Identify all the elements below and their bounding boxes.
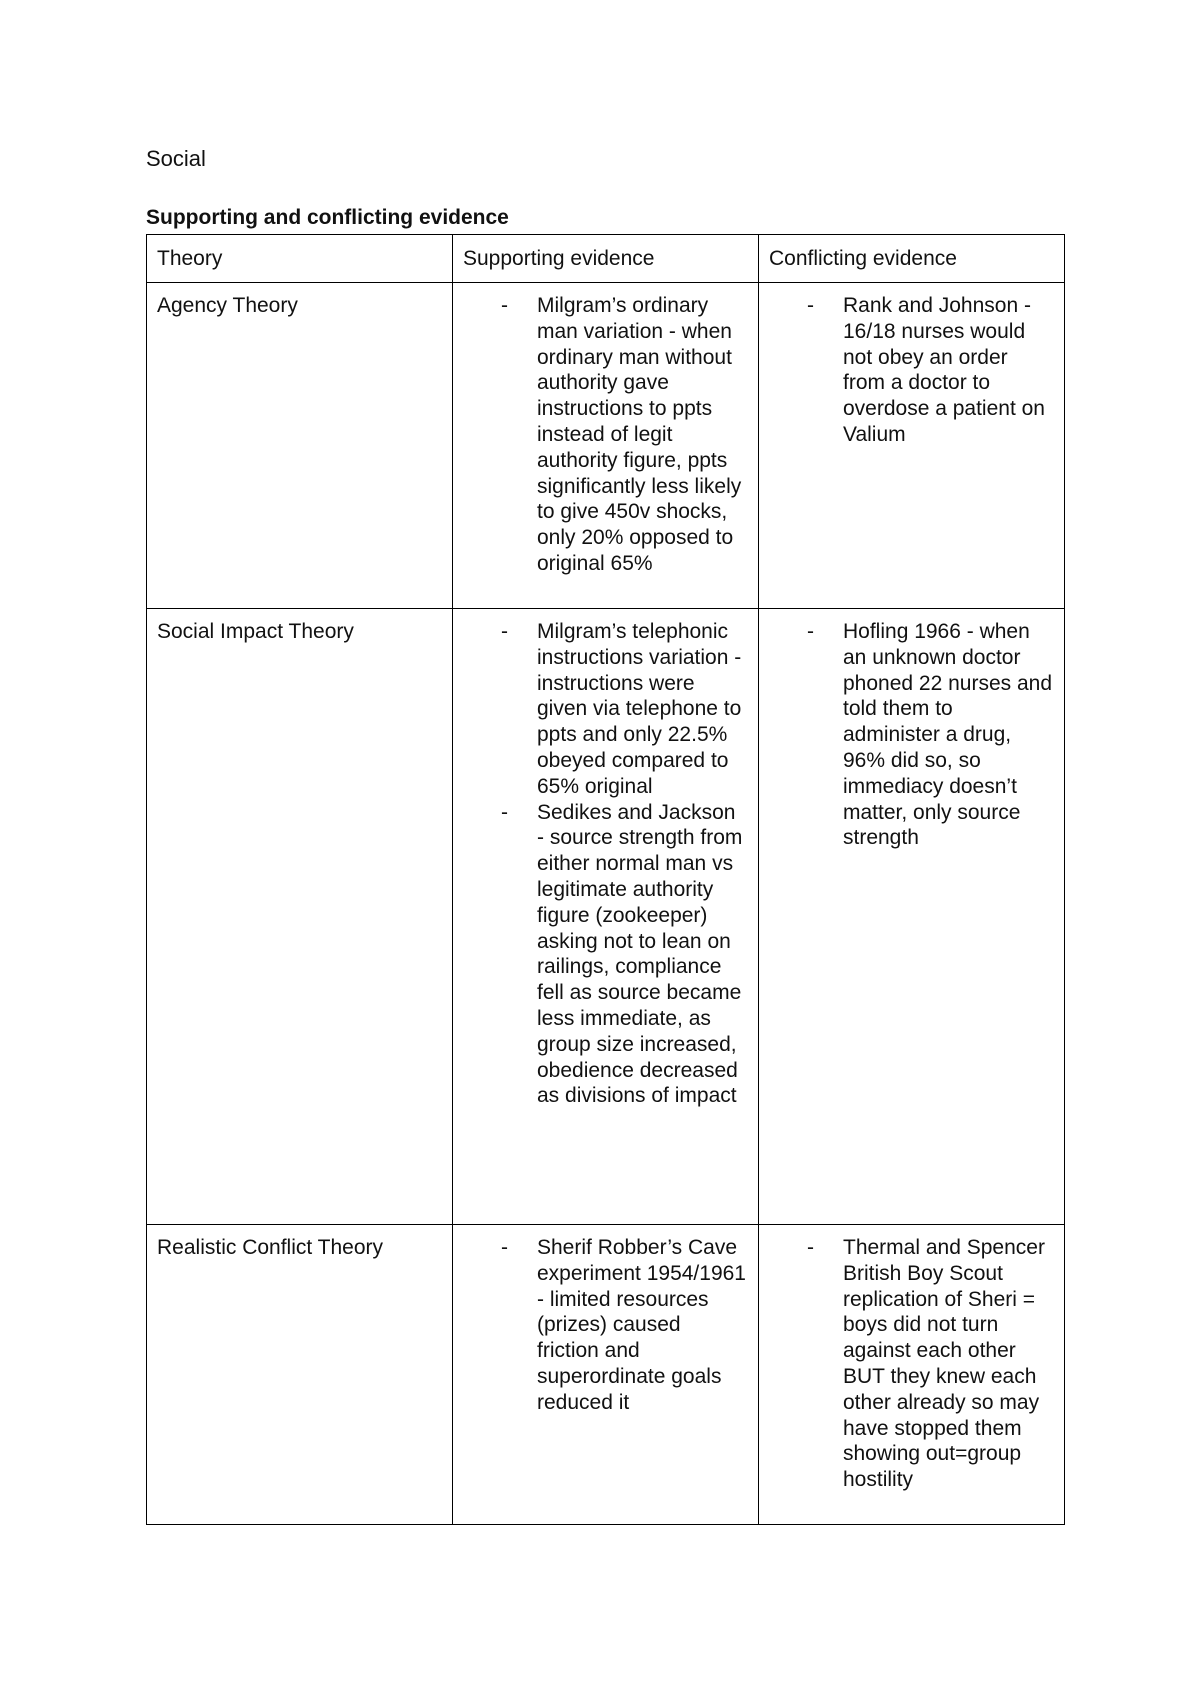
header-conflicting-evidence: Conflicting evidence <box>759 235 1065 283</box>
table-header-row <box>147 235 1065 283</box>
theory-cell: Agency Theory <box>147 283 453 609</box>
table-row <box>147 609 1065 1225</box>
bullet-dash: - <box>807 294 814 317</box>
table-row <box>147 1225 1065 1525</box>
bullet-dash: - <box>501 620 508 643</box>
theory-cell: Social Impact Theory <box>147 609 453 1225</box>
list-item <box>501 293 748 577</box>
supporting-list <box>463 619 748 1109</box>
conflicting-cell <box>759 283 1065 609</box>
supporting-cell <box>453 283 759 609</box>
header-supporting-evidence: Supporting evidence <box>453 235 759 283</box>
bullet-dash: - <box>501 294 508 317</box>
list-item <box>501 800 748 1110</box>
bullet-dash: - <box>501 800 508 824</box>
conflicting-list <box>769 1235 1054 1493</box>
conflicting-list <box>769 619 1054 851</box>
list-item-text: Sherif Robber’s Cave experiment 1954/1961 - limited resources (prizes) caused friction and superordinate goals reduced it <box>537 1236 746 1414</box>
table-row <box>147 283 1065 609</box>
conflicting-cell <box>759 609 1065 1225</box>
list-item <box>501 619 748 800</box>
theory-cell: Realistic Conflict Theory <box>147 1225 453 1525</box>
bullet-dash: - <box>807 620 814 643</box>
list-item-text: Hofling 1966 - when an unknown doctor phoned 22 nurses and told them to administer a drug, 96% did so, so immediacy doesn’t matter, only source strength <box>843 620 1053 850</box>
list-item-text: Milgram’s ordinary man variation - when ordinary man without authority gave instructions to ppts instead of legit authority figure, ppts significantly less likely to give 450v shocks, only 20% opposed to original 65% <box>537 294 742 575</box>
supporting-list <box>463 1235 748 1416</box>
supporting-list <box>463 293 748 577</box>
bullet-dash: - <box>501 1236 508 1259</box>
supporting-cell <box>453 1225 759 1525</box>
list-item-text: Thermal and Spencer British Boy Scout replication of Sheri = boys did not turn against each other BUT they knew each other already so may have stopped them showing out=group hostility <box>843 1236 1045 1492</box>
conflicting-cell <box>759 1225 1065 1525</box>
list-item-text: Rank and Johnson - 16/18 nurses would not obey an order from a doctor to overdose a patient on Valium <box>843 294 1045 446</box>
bullet-dash: - <box>807 1236 814 1259</box>
list-item <box>807 619 1054 851</box>
supporting-cell <box>453 609 759 1225</box>
list-item <box>807 293 1054 448</box>
document-heading: Social <box>146 146 206 171</box>
list-item-text: Milgram’s telephonic instructions variation - instructions were given via telephone to ppts and only 22.5% obeyed compared to 65% original <box>537 620 742 798</box>
header-theory: Theory <box>147 235 453 283</box>
section-title: Supporting and conflicting evidence <box>146 206 509 229</box>
evidence-table <box>146 234 1065 1525</box>
conflicting-list <box>769 293 1054 448</box>
list-item <box>807 1235 1054 1493</box>
list-item <box>501 1235 748 1416</box>
list-item-text: Sedikes and Jackson - source strength from either normal man vs legitimate authority figure (zookeeper) asking not to lean on railings, compliance fell as source became less immediate, as group size increased, obedience decreased as divisions of impact <box>537 800 743 1108</box>
